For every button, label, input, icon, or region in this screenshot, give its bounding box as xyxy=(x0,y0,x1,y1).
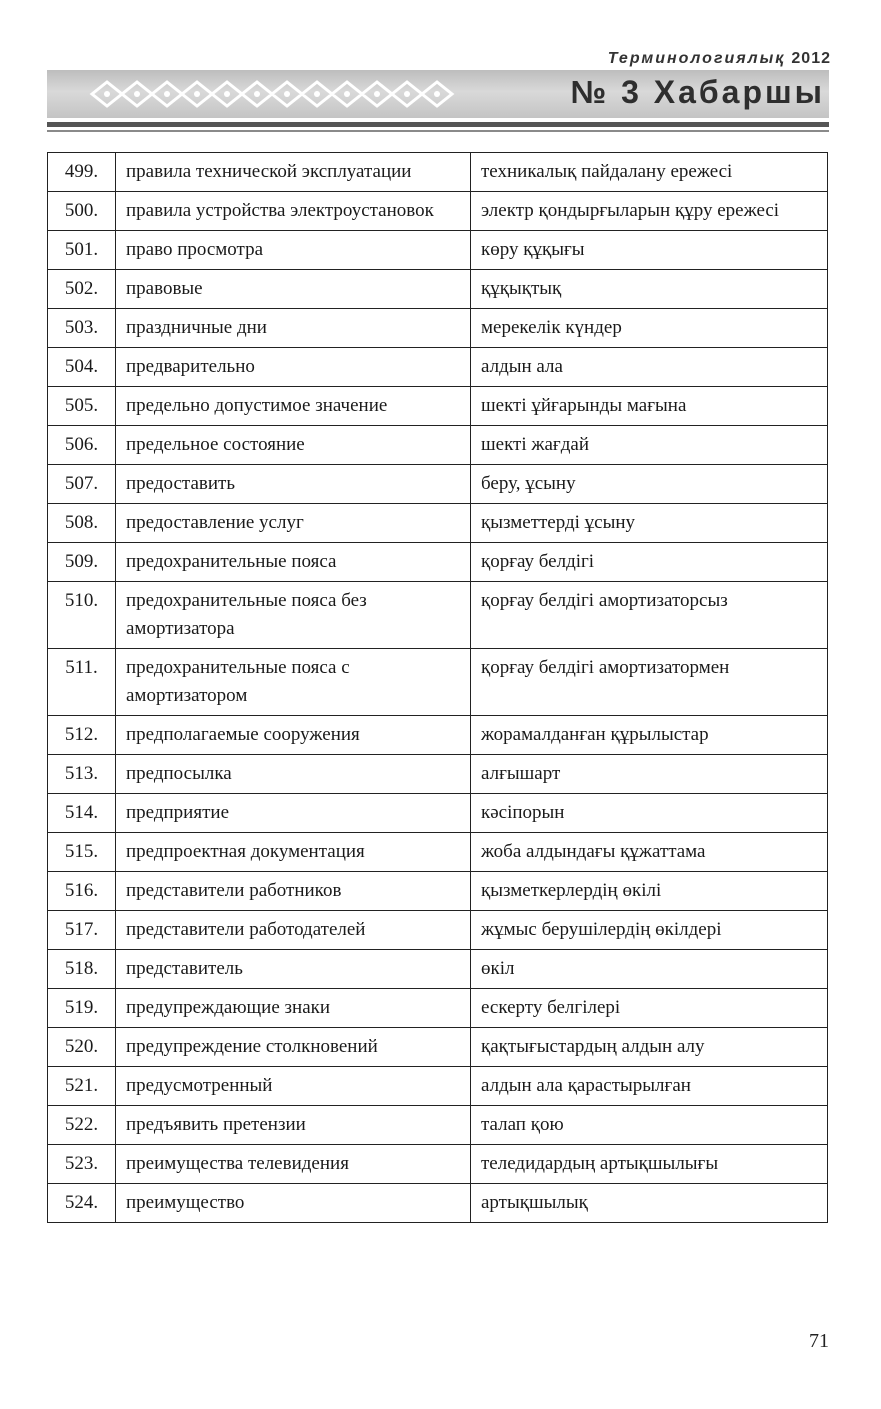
term-kazakh: электр қондырғыларын құру ережесі xyxy=(471,192,828,231)
journal-name xyxy=(608,50,831,68)
term-kazakh: қызметкерлердің өкілі xyxy=(471,872,828,911)
term-number: 507. xyxy=(48,465,116,504)
table-row xyxy=(48,794,828,833)
term-kazakh: көру құқығы xyxy=(471,231,828,270)
table-row xyxy=(48,543,828,582)
term-number: 516. xyxy=(48,872,116,911)
table-row xyxy=(48,1106,828,1145)
term-number: 506. xyxy=(48,426,116,465)
header-banner xyxy=(47,70,829,118)
term-russian: предприятие xyxy=(116,794,471,833)
term-number: 520. xyxy=(48,1028,116,1067)
term-russian: предохранительные пояса без амортизатора xyxy=(116,582,471,649)
term-number: 505. xyxy=(48,387,116,426)
table-row xyxy=(48,192,828,231)
term-kazakh: кәсіпорын xyxy=(471,794,828,833)
term-number: 502. xyxy=(48,270,116,309)
term-kazakh: жұмыс берушілердің өкілдері xyxy=(471,911,828,950)
ornament-pattern-icon xyxy=(87,76,467,112)
term-number: 512. xyxy=(48,716,116,755)
table-row xyxy=(48,348,828,387)
table-row xyxy=(48,989,828,1028)
term-kazakh: қызметтерді ұсыну xyxy=(471,504,828,543)
term-kazakh: мерекелік күндер xyxy=(471,309,828,348)
table-row xyxy=(48,950,828,989)
term-number: 524. xyxy=(48,1184,116,1223)
term-russian: предельно допустимое значение xyxy=(116,387,471,426)
term-russian: предупреждение столкновений xyxy=(116,1028,471,1067)
header-rule xyxy=(47,122,829,127)
term-kazakh: қорғау белдігі амортизатормен xyxy=(471,649,828,716)
table-row xyxy=(48,153,828,192)
term-number: 504. xyxy=(48,348,116,387)
term-russian: праздничные дни xyxy=(116,309,471,348)
term-russian: представители работодателей xyxy=(116,911,471,950)
term-russian: предпосылка xyxy=(116,755,471,794)
issue-title: № 3 Хабаршы xyxy=(570,74,825,110)
table-row xyxy=(48,911,828,950)
term-number: 503. xyxy=(48,309,116,348)
term-number: 522. xyxy=(48,1106,116,1145)
term-number: 500. xyxy=(48,192,116,231)
table-row xyxy=(48,465,828,504)
term-kazakh: өкіл xyxy=(471,950,828,989)
term-russian: правила устройства электроустановок xyxy=(116,192,471,231)
term-kazakh: алғышарт xyxy=(471,755,828,794)
journal-year: 2012 xyxy=(791,50,831,67)
term-kazakh: алдын ала xyxy=(471,348,828,387)
term-russian: предоставить xyxy=(116,465,471,504)
term-number: 523. xyxy=(48,1145,116,1184)
term-number: 510. xyxy=(48,582,116,649)
term-number: 508. xyxy=(48,504,116,543)
term-russian: право просмотра xyxy=(116,231,471,270)
term-russian: преимущество xyxy=(116,1184,471,1223)
table-row xyxy=(48,1028,828,1067)
term-kazakh: қақтығыстардың алдын алу xyxy=(471,1028,828,1067)
term-russian: предохранительные пояса xyxy=(116,543,471,582)
term-number: 509. xyxy=(48,543,116,582)
table-row xyxy=(48,1184,828,1223)
table-row xyxy=(48,387,828,426)
term-russian: правила технической эксплуатации xyxy=(116,153,471,192)
term-kazakh: теледидардың артықшылығы xyxy=(471,1145,828,1184)
table-row xyxy=(48,426,828,465)
table-row xyxy=(48,504,828,543)
term-russian: предусмотренный xyxy=(116,1067,471,1106)
table-row xyxy=(48,1067,828,1106)
table-row xyxy=(48,231,828,270)
table-row xyxy=(48,716,828,755)
terms-table-body xyxy=(48,153,828,1223)
term-russian: предъявить претензии xyxy=(116,1106,471,1145)
term-kazakh: техникалық пайдалану ережесі xyxy=(471,153,828,192)
term-russian: представитель xyxy=(116,950,471,989)
term-number: 521. xyxy=(48,1067,116,1106)
term-number: 519. xyxy=(48,989,116,1028)
term-number: 499. xyxy=(48,153,116,192)
term-number: 513. xyxy=(48,755,116,794)
journal-title-text: Терминологиялық xyxy=(607,50,786,67)
term-russian: предварительно xyxy=(116,348,471,387)
term-russian: предупреждающие знаки xyxy=(116,989,471,1028)
term-russian: правовые xyxy=(116,270,471,309)
table-row xyxy=(48,270,828,309)
header-rule-thin xyxy=(47,130,829,132)
term-number: 515. xyxy=(48,833,116,872)
term-kazakh: қорғау белдігі амортизаторсыз xyxy=(471,582,828,649)
term-number: 501. xyxy=(48,231,116,270)
table-row xyxy=(48,649,828,716)
term-number: 518. xyxy=(48,950,116,989)
term-kazakh: құқықтық xyxy=(471,270,828,309)
term-kazakh: талап қою xyxy=(471,1106,828,1145)
term-number: 517. xyxy=(48,911,116,950)
term-russian: предельное состояние xyxy=(116,426,471,465)
term-kazakh: артықшылық xyxy=(471,1184,828,1223)
term-kazakh: жорамалданған құрылыстар xyxy=(471,716,828,755)
term-kazakh: шекті жағдай xyxy=(471,426,828,465)
term-russian: предпроектная документация xyxy=(116,833,471,872)
term-kazakh: шекті ұйғарынды мағына xyxy=(471,387,828,426)
table-row xyxy=(48,309,828,348)
term-russian: представители работников xyxy=(116,872,471,911)
term-kazakh: қорғау белдігі xyxy=(471,543,828,582)
table-row xyxy=(48,872,828,911)
page-number: 71 xyxy=(809,1330,829,1352)
term-kazakh: ескерту белгілері xyxy=(471,989,828,1028)
term-russian: преимущества телевидения xyxy=(116,1145,471,1184)
term-russian: предохранительные пояса с амортизатором xyxy=(116,649,471,716)
term-kazakh: беру, ұсыну xyxy=(471,465,828,504)
term-russian: предоставление услуг xyxy=(116,504,471,543)
term-number: 514. xyxy=(48,794,116,833)
term-kazakh: жоба алдындағы құжаттама xyxy=(471,833,828,872)
term-kazakh: алдын ала қарастырылған xyxy=(471,1067,828,1106)
term-number: 511. xyxy=(48,649,116,716)
table-row xyxy=(48,582,828,649)
terms-table xyxy=(47,152,828,1223)
table-row xyxy=(48,1145,828,1184)
table-row xyxy=(48,833,828,872)
term-russian: предполагаемые сооружения xyxy=(116,716,471,755)
table-row xyxy=(48,755,828,794)
